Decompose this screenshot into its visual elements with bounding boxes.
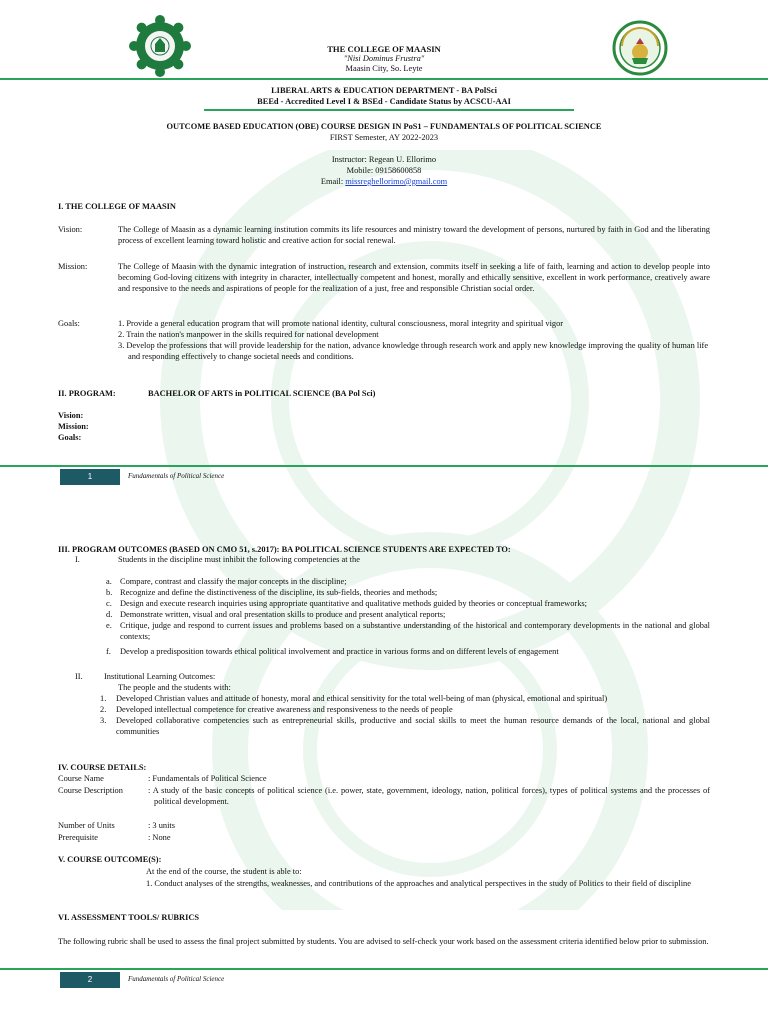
competency-item: c. Design and execute research inquiries using appropriate quantitative and qualitative methods guided by theories or conceptual frameworks; [106,598,587,608]
program-mission-label: Mission: [58,422,89,431]
instructor-mobile: Mobile: 09158600858 [346,166,422,175]
vision-label: Vision: [58,225,83,234]
section-1-heading: I. THE COLLEGE OF MAASIN [58,202,176,211]
outcome-i-text: Students in the discipline must inhibit the following competencies at the [118,555,360,564]
ilo-item: 3. Developed collaborative competencies such as entrepreneurial skills, productive and social skills to meet the human resource demands of the local, national and global communities [100,715,710,736]
course-description-value: : A study of the basic concepts of political science (i.e. power, state, government, ideology, nation, political forces), types of political systems and the processes of political development. [148,786,710,806]
outcome-i-number: I. [75,555,80,564]
outcome-ii-text: Institutional Learning Outcomes: [104,672,216,681]
section-6-heading: VI. ASSESSMENT TOOLS/ RUBRICS [58,913,200,922]
ilo-item: 2. Developed intellectual competence for creative awareness and responsiveness to the needs of people [100,704,453,714]
outcome-ii-number: II. [75,672,83,681]
email-link[interactable]: missreghellorimo@gmail.com [345,177,448,186]
instructor-email-line [184,177,584,188]
units-label: Number of Units [58,821,115,830]
competency-item: b. Recognize and define the distinctiveness of the discipline, its sub-fields, theories and methods; [106,587,438,597]
goals-list [118,319,710,363]
assessment-text: The following rubric shall be used to assess the final project submitted by students. You are advised to self-check your work based on the assessment criteria identified below prior to submission. [58,937,709,946]
goal-item: 1. Provide a general education program that will promote national identity, cultural consciousness, moral integrity and spiritual vigor [118,319,564,328]
vision-text: The College of Maasin as a dynamic learning institution commits its life resources and ministry toward the development of persons, nurtured by faith in God and the liberating process of excellent learning toward holistic and creative action for social renewal. [118,225,710,245]
outcome-ii-subtext: The people and the students with: [118,683,231,692]
section-2-heading: II. PROGRAM: [58,389,116,398]
program-name: BACHELOR OF ARTS in POLITICAL SCIENCE (BA Pol Sci) [148,389,376,398]
instructor: Instructor: Regean U. Ellorimo [331,155,437,164]
college-logo-left [128,14,192,78]
page-number-1: 1 [60,469,120,485]
section-3-heading: III. PROGRAM OUTCOMES (BASED ON CMO 51, s.2017): BA POLITICAL SCIENCE STUDENTS ARE EXPECTED TO: [58,545,511,554]
program-goals-label: Goals: [58,433,82,442]
header-rule [0,78,768,80]
goal-item: 2. Train the nation's manpower in the skills required for national development [118,329,379,339]
section-4-heading: IV. COURSE DETAILS: [58,763,147,772]
footer-title-2: Fundamentals of Political Science [128,975,225,983]
goal-item: 3. Develop the professions that will provide leadership for the nation, advance knowledge through research work and apply new knowledge improving the quality of human life and responding effectively to change societal needs and conditions. [118,340,709,361]
prerequisite-value: : None [148,833,171,842]
competency-item: d. Demonstrate written, visual and oral presentation skills to produce and present analytical reports; [106,609,446,619]
prerequisite-label: Prerequisite [58,833,99,842]
course-name-value: : Fundamentals of Political Science [148,774,267,783]
ilo-list [100,694,710,738]
footer-rule-2 [0,968,768,970]
footer-rule-1 [0,465,768,467]
course-outcome-item: 1. Conduct analyses of the strengths, weaknesses, and contributions of the approaches and analytical perspectives in the study of Politics to their field of discipline [146,879,691,888]
department-title: LIBERAL ARTS & EDUCATION DEPARTMENT - BA PolSci [271,86,497,95]
section-5-heading: V. COURSE OUTCOME(S): [58,855,162,864]
email-label: Email: [320,177,346,186]
department-logo-right [612,20,668,76]
department-rule [204,109,574,111]
course-description-label: Course Description [58,786,123,795]
competency-list [106,577,710,657]
page-number-2: 2 [60,972,120,988]
competency-item: f. Develop a predisposition towards ethical political involvement and practice in various forms and on different levels of engagement [106,646,559,656]
units-value: : 3 units [148,821,175,830]
course-design-title: OUTCOME BASED EDUCATION (OBE) COURSE DESIGN IN PoS1 – FUNDAMENTALS OF POLITICAL SCIENCE [166,122,602,131]
footer-title-1: Fundamentals of Political Science [128,472,225,480]
goals-label: Goals: [58,319,80,328]
competency-item: a. Compare, contrast and classify the major concepts in the discipline; [106,577,347,586]
competency-item: e. Critique, judge and respond to current issues and problems based on a substantive understanding of the historical and contemporary developments in the national and global contexts; [106,620,710,641]
course-name-label: Course Name [58,774,104,783]
college-location: Maasin City, So. Leyte [345,64,423,73]
accreditation-line: BEEd - Accredited Level I & BSEd - Candidate Status by ACSCU-AAI [257,97,511,106]
college-motto: "Nisi Dominus Frustra" [343,54,425,63]
mission-label: Mission: [58,262,88,271]
ilo-item: 1. Developed Christian values and attitude of honesty, moral and ethical sensitivity for the total well-being of man (physical, emotional and spiritual) [100,694,608,703]
college-name: THE COLLEGE OF MAASIN [327,44,441,54]
semester: FIRST Semester, AY 2022-2023 [329,133,439,142]
course-outcome-intro: At the end of the course, the student is able to: [146,867,302,876]
mission-text: The College of Maasin with the dynamic integration of instruction, research and extension, commits itself in seeking a life of faith, learning and action to develop people into becoming God-loving citizens with integrity in character, intellectually competent and honest, morally and ethically sensitive, excellent in work performance, creatively aware and responsive to the needs and aspirations of people for the realization of a just, free and responsible Christian social order. [118,262,710,293]
program-vision-label: Vision: [58,411,84,420]
